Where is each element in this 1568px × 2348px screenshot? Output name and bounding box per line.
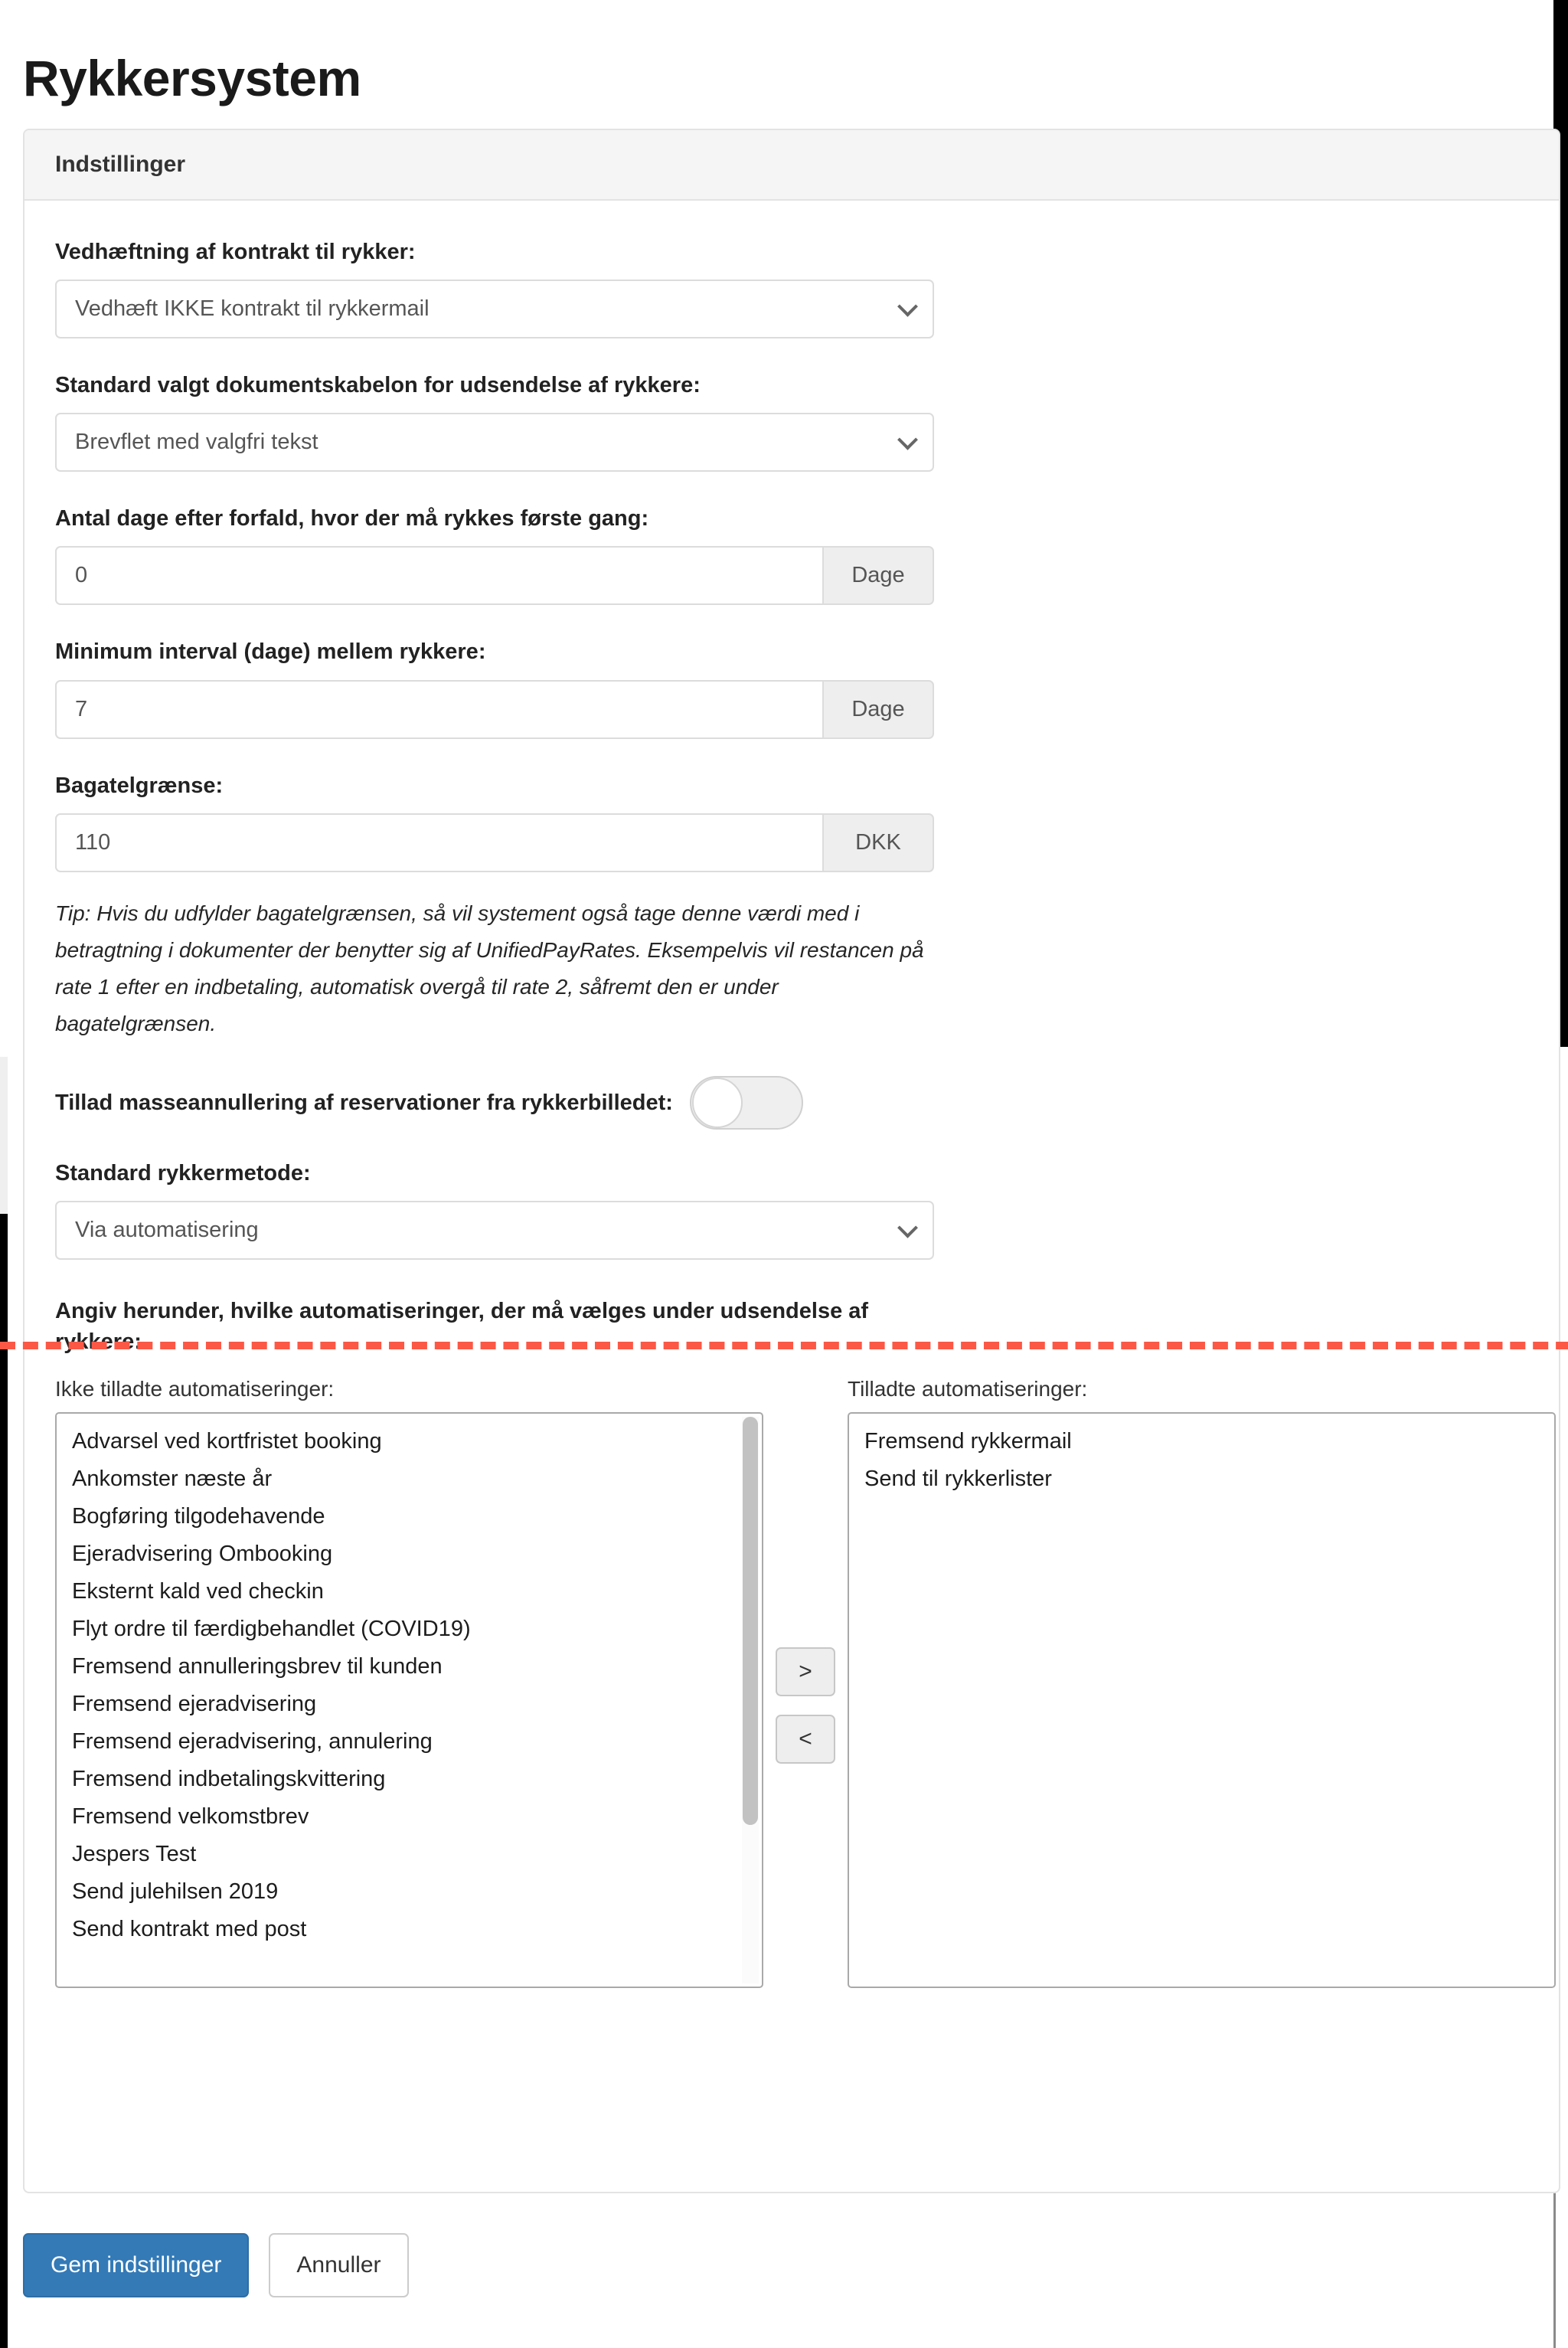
left-edge-block <box>0 1057 8 1214</box>
mass-cancel-label: Tillad masseannullering af reservationer fra rykkerbilledet: <box>55 1090 673 1115</box>
field-days-after-due <box>55 504 1528 605</box>
dual-list <box>55 1377 1556 1988</box>
list-item[interactable]: Send kontrakt med post <box>72 1916 307 1941</box>
panel-heading-title: Indstillinger <box>55 152 186 177</box>
list-item[interactable]: Send julehilsen 2019 <box>72 1879 279 1904</box>
list-item[interactable]: Flyt ordre til færdigbehandlet (COVID19) <box>72 1616 471 1641</box>
field-days-after-due-label: Antal dage efter forfald, hvor der må rykkes første gang: <box>55 506 649 531</box>
list-item[interactable]: Fremsend ejeradvisering <box>72 1691 317 1716</box>
field-default-method-label: Standard rykkermetode: <box>55 1161 311 1186</box>
list-item[interactable]: Fremsend indbetalingskvittering <box>72 1766 386 1791</box>
move-right-button[interactable]: > <box>776 1647 835 1696</box>
toggle-knob <box>692 1078 743 1128</box>
min-interval-input-group <box>55 680 934 739</box>
default-method-select[interactable] <box>55 1201 934 1260</box>
list-item[interactable]: Ejeradvisering Ombooking <box>72 1541 333 1566</box>
disallowed-automations-list <box>57 1423 762 1948</box>
threshold-input[interactable]: 110 <box>55 813 822 872</box>
days-after-due-input-group <box>55 546 934 605</box>
settings-panel <box>23 129 1560 2193</box>
field-min-interval <box>55 637 1528 738</box>
attachment-select[interactable] <box>55 280 934 338</box>
field-min-interval-label: Minimum interval (dage) mellem rykkere: <box>55 639 486 665</box>
list-item[interactable]: Fremsend velkomstbrev <box>72 1804 309 1829</box>
field-attachment <box>55 237 1528 338</box>
dual-list-right <box>848 1377 1556 1988</box>
threshold-addon: DKK <box>822 813 934 872</box>
disallowed-automations-listbox[interactable] <box>55 1412 763 1988</box>
chevron-down-icon <box>899 299 916 316</box>
list-item[interactable]: Eksternt kald ved checkin <box>72 1578 324 1604</box>
panel-body <box>24 201 1559 2192</box>
automation-area-divider <box>0 1342 1568 1349</box>
window-left-edge <box>0 1214 8 2348</box>
automations-instruction: Angiv herunder, hvilke automatiseringer, der må vælges under udsendelse af rykkere: <box>55 1299 869 1354</box>
field-template-label: Standard valgt dokumentskabelon for udsendelse af rykkere: <box>55 373 701 398</box>
chevron-down-icon <box>899 1221 916 1238</box>
cancel-button[interactable]: Annuller <box>269 2233 408 2297</box>
save-button[interactable]: Gem indstillinger <box>23 2233 249 2297</box>
days-after-due-addon: Dage <box>822 546 934 605</box>
field-attachment-label: Vedhæftning af kontrakt til rykker: <box>55 240 416 264</box>
template-select-value: Brevflet med valgfri tekst <box>75 430 318 455</box>
panel-heading <box>24 130 1559 201</box>
list-item[interactable]: Fremsend annulleringsbrev til kunden <box>72 1653 443 1679</box>
allowed-automations-list <box>849 1423 1554 1498</box>
field-default-method <box>55 1159 1528 1260</box>
dual-list-controls <box>763 1377 848 1988</box>
dual-list-right-label: Tilladte automatiseringer: <box>848 1376 1088 1401</box>
min-interval-addon: Dage <box>822 680 934 739</box>
scrollbar-thumb[interactable] <box>743 1417 758 1825</box>
disallowed-listbox-scrollbar[interactable] <box>742 1417 759 1983</box>
chevron-down-icon <box>899 433 916 450</box>
threshold-input-group <box>55 813 934 872</box>
dual-list-left-label: Ikke tilladte automatiseringer: <box>55 1376 335 1401</box>
mass-cancel-toggle[interactable] <box>690 1076 803 1130</box>
field-mass-cancel <box>55 1076 1528 1130</box>
field-template <box>55 371 1528 472</box>
list-item[interactable]: Fremsend rykkermail <box>864 1428 1072 1454</box>
list-item[interactable]: Fremsend ejeradvisering, annulering <box>72 1728 433 1754</box>
move-left-button[interactable]: < <box>776 1715 835 1764</box>
form-actions <box>23 2233 409 2297</box>
list-item[interactable]: Bogføring tilgodehavende <box>72 1503 325 1529</box>
list-item[interactable]: Jespers Test <box>72 1841 197 1866</box>
list-item[interactable]: Send til rykkerlister <box>864 1466 1052 1491</box>
days-after-due-input[interactable]: 0 <box>55 546 822 605</box>
default-method-select-value: Via automatisering <box>75 1218 259 1243</box>
page-title: Rykkersystem <box>23 50 361 107</box>
attachment-select-value: Vedhæft IKKE kontrakt til rykkermail <box>75 296 430 322</box>
list-item[interactable]: Ankomster næste år <box>72 1466 273 1491</box>
field-threshold <box>55 771 1528 872</box>
min-interval-input[interactable]: 7 <box>55 680 822 739</box>
dual-list-left <box>55 1377 763 1988</box>
template-select[interactable] <box>55 413 934 472</box>
threshold-tip-text: Tip: Hvis du udfylder bagatelgrænsen, så vil systement også tage denne værdi med i betragtning i dokumenter der benytter sig af UnifiedPayRates. Eksempelvis vil restancen på rate 1 efter en indbetaling, automatisk overgå til rate 2, såfremt den er under bagatelgrænsen. <box>55 901 924 1036</box>
allowed-automations-listbox[interactable] <box>848 1412 1556 1988</box>
field-threshold-label: Bagatelgrænse: <box>55 773 224 798</box>
list-item[interactable]: Advarsel ved kortfristet booking <box>72 1428 382 1454</box>
